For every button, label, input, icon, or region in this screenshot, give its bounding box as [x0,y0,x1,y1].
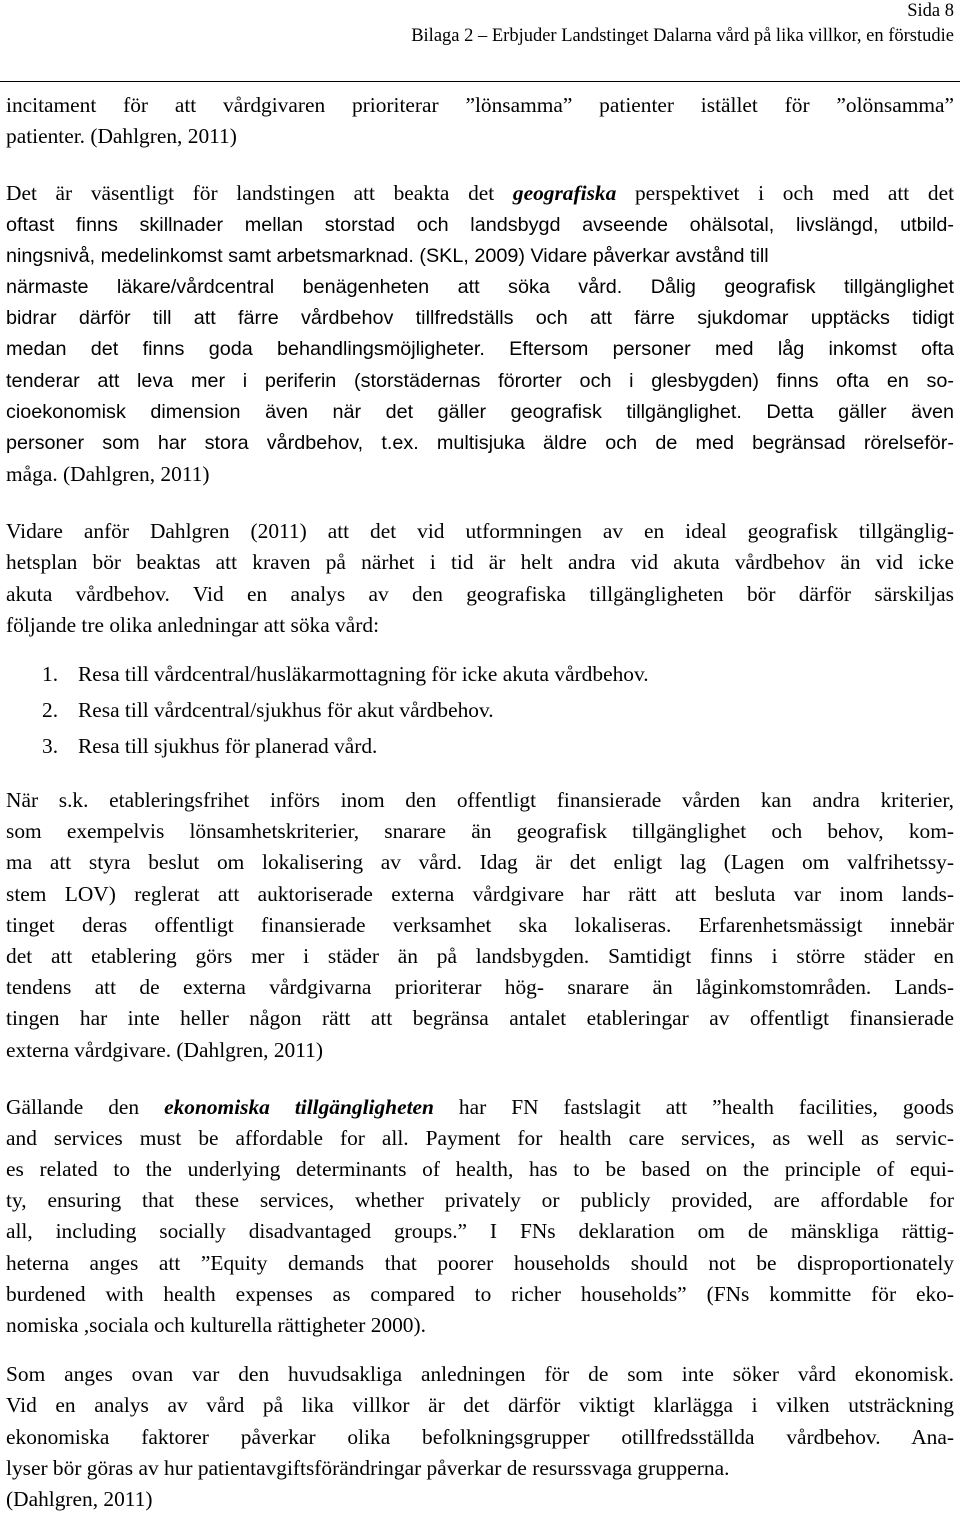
text-line: oftast finns skillnader mellan storstad och landsbygd avseende ohälsotal, livslängd, utbild- [6,213,954,236]
text-line: som exempelvis lönsamhetskriterier, snarare än geografisk tillgänglighet och behov, kom- [6,819,954,844]
text-line: närmaste läkare/vårdcentral benägenheten att söka vård. Dålig geografisk tillgänglighet [6,275,954,298]
text-line: personer som har stora vårdbehov, t.ex. multisjuka äldre och de med begränsad rörelseför- [6,431,954,454]
document-body [6,90,954,1515]
text-line: bidrar därför till att färre vårdbehov tillfredställs och att färre sjukdomar upptäcks tidigt [6,307,954,330]
text-line: tinget deras offentligt finansierade verksamhet ska lokaliseras. Erfarenhetsmässigt innebär [6,912,954,937]
text-line: tendens att de externa vårdgivarna prioriterar hög- snarare än låginkomstområden. Lands- [6,975,954,1000]
text-line: externa vårdgivare. (Dahlgren, 2011) [6,1037,323,1062]
text-line: akuta vårdbehov. Vid en analys av den geografiska tillgängligheten bör därför särskiljas [6,581,954,606]
text-line: (Dahlgren, 2011) [6,1486,153,1511]
text-line: medan det finns goda behandlingsmöjligheter. Eftersom personer med låg inkomst ofta [6,338,954,361]
text-line: ty, ensuring that these services, whether privately or publicly provided, are affordable for [6,1188,954,1213]
text-line: följande tre olika anledningar att söka vård: [6,612,380,637]
text-line: tingen har inte heller någon rätt att begränsa antalet etableringar av offentligt finansierade [6,1006,954,1031]
list-item: 3. Resa till sjukhus för planerad vård. [42,734,378,758]
page-header [0,0,960,82]
list-item: 2. Resa till vårdcentral/sjukhus för akut vårdbehov. [42,698,494,722]
text-line: Gällande den ekonomiska tillgängligheten har FN fastslagit att ”health facilities, goods [6,1094,954,1119]
text-line: Vidare anför Dahlgren (2011) att det vid utformningen av en ideal geografisk tillgänglig- [6,519,954,544]
paragraph-economic [6,1092,954,1342]
text-line: lyser bör göras av hur patientavgiftsförändringar påverkar de resurssvaga grupperna. [6,1455,730,1480]
text-line: det att etablering görs mer i städer än på landsbygden. Samtidigt finns i större städer en [6,943,954,968]
text-line: burdened with health expenses as compared to richer households” (FNs kommitte för eko- [6,1281,954,1306]
text-line: heterna anges att ”Equity demands that poorer households should not be disproportionately [6,1250,954,1275]
emphasis-geografiska: geografiska [512,181,617,206]
list-item: 1. Resa till vårdcentral/husläkarmottagning för icke akuta vårdbehov. [42,662,649,686]
text-line: incitament för att vårdgivaren prioriterar ”lönsamma” patienter istället för ”olönsamma” [6,93,954,117]
paragraph-dahlgren [6,516,954,641]
text-line: all, including socially disadvantaged groups.” I FNs deklaration om de mänskliga rättig- [6,1219,954,1244]
text-line: ekonomiska faktorer påverkar olika befolkningsgrupper otillfredsställda vårdbehov. Ana- [6,1424,954,1449]
text-line: När s.k. etableringsfrihet införs inom den offentligt finansierade vården kan andra kriterier, [6,788,954,812]
emphasis-ekonomiska: ekonomiska tillgängligheten [164,1094,434,1119]
document-title: Bilaga 2 – Erbjuder Landstinget Dalarna vård på lika villkor, en förstudie [411,26,954,46]
text-line: måga. (Dahlgren, 2011) [6,462,210,487]
paragraph-1 [6,90,954,152]
text-line: ma att styra beslut om lokalisering av vård. Idag är det enligt lag (Lagen om valfrihetssy- [6,850,954,875]
text-line: es related to the underlying determinants of health, has to be based on the principle of equi- [6,1157,954,1182]
text-line: Vid en analys av vård på lika villkor är det därför viktigt klarlägga i vilken utsträckning [6,1393,954,1418]
text-line: ningsnivå, medelinkomst samt arbetsmarknad. (SKL, 2009) Vidare påverkar avstånd till [6,244,769,267]
text-line: cioekonomisk dimension även när det gäller geografisk tillgänglighet. Detta gäller även [6,400,954,423]
text-line: nomiska ,sociala och kulturella rättigheter 2000). [6,1313,426,1337]
text-line: patienter. (Dahlgren, 2011) [6,124,237,149]
paragraph-geographic [6,178,954,490]
page-number: Sida 8 [907,1,954,21]
text-line: tenderar att leva mer i periferin (storstädernas förorter och i glesbygden) finns ofta en so- [6,369,954,392]
text-line: and services must be affordable for all. Payment for health care services, as well as servic- [6,1125,954,1150]
text-line: Det är väsentligt för landstingen att beakta det geografiska perspektivet i och med att det [6,181,955,206]
numbered-list [6,659,954,767]
text-line: stem LOV) reglerat att auktoriserade externa vårdgivare har rätt att besluta var inom lands- [6,881,954,906]
text-line: Som anges ovan var den huvudsakliga anledningen för de som inte söker vård ekonomisk. [6,1362,954,1387]
paragraph-establishment [6,785,954,1066]
text-line: hetsplan bör beaktas att kraven på närhet i tid är helt andra vid akuta vårdbehov än vid icke [6,550,954,575]
paragraph-conclusion [6,1359,954,1515]
